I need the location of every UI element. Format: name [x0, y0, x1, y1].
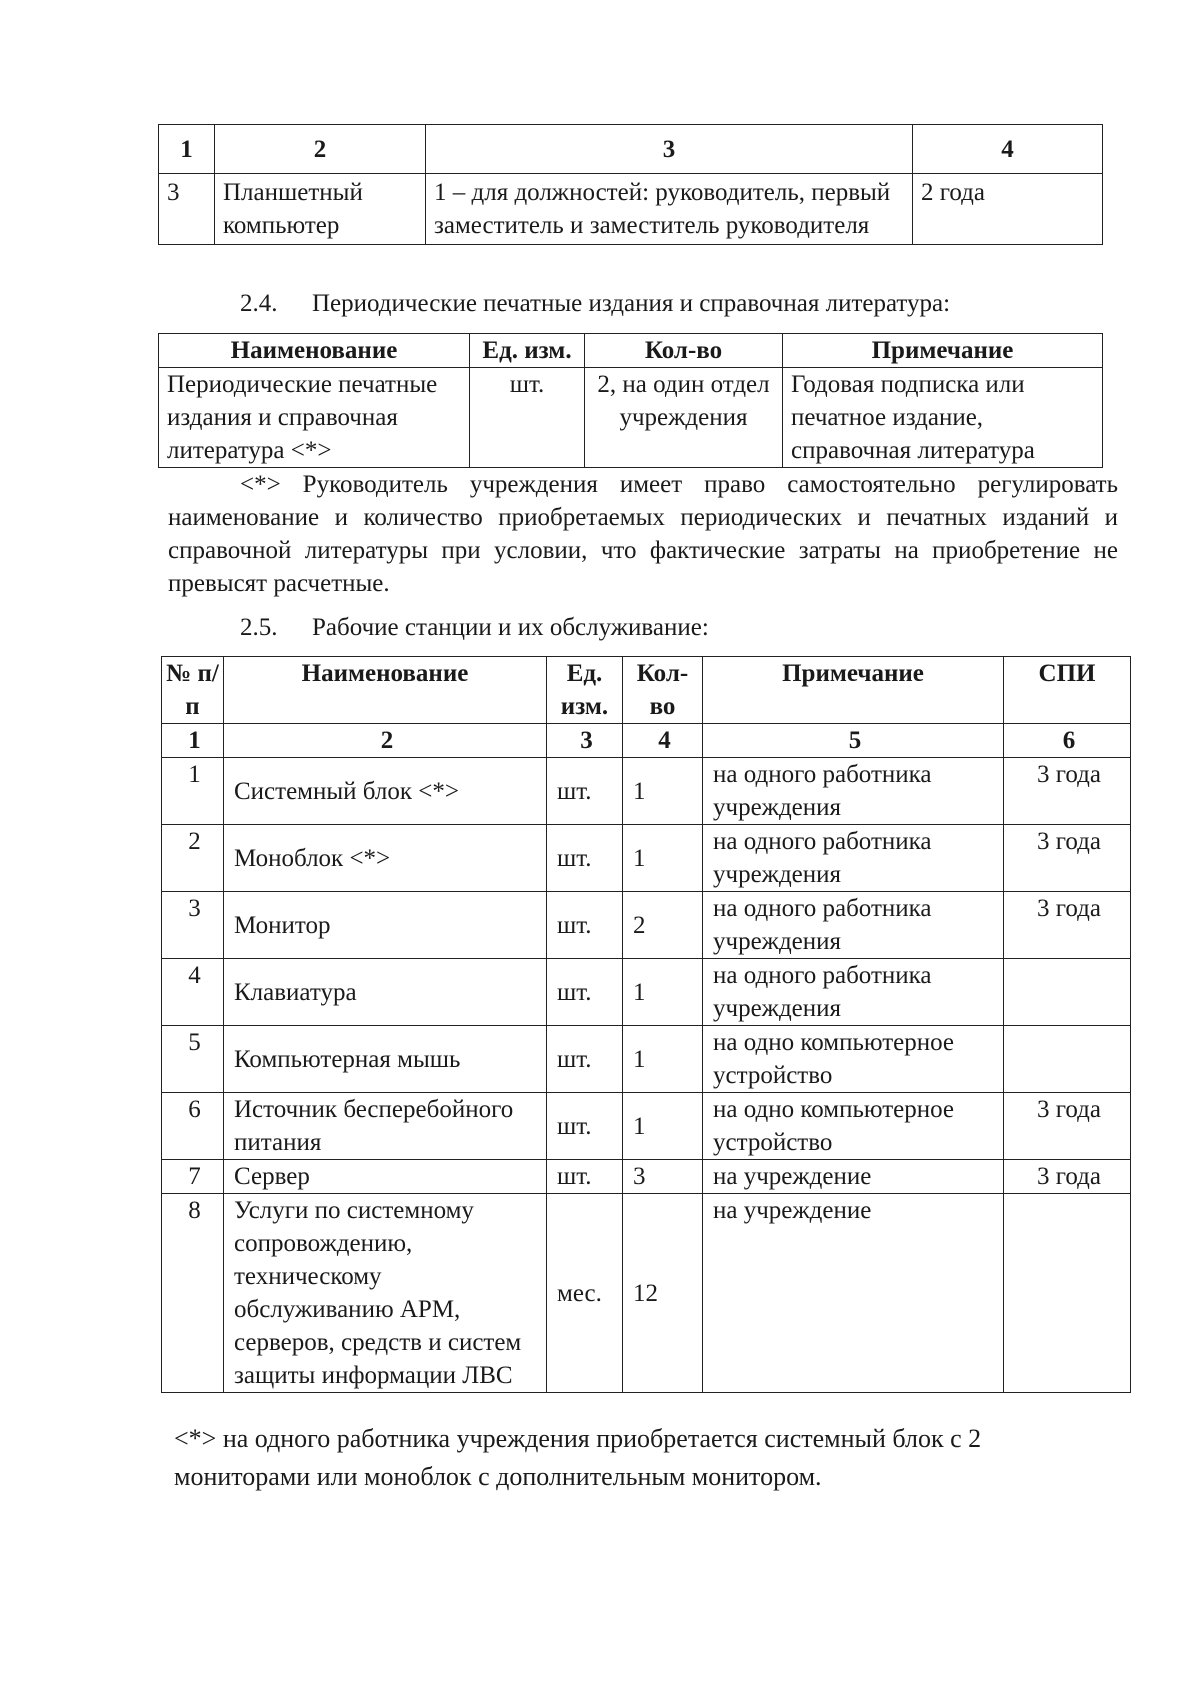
- row-number: 5: [162, 1026, 224, 1093]
- item-unit: мес.: [547, 1194, 623, 1393]
- item-quantity: 1: [623, 825, 703, 892]
- workstations-table: [161, 656, 1131, 1393]
- item-note: на одного работника учреждения: [703, 959, 1004, 1026]
- column-header: 3: [426, 125, 913, 174]
- item-note: на одного работника учреждения: [703, 825, 1004, 892]
- row-number: 6: [162, 1093, 224, 1160]
- row-number: 3: [162, 892, 224, 959]
- column-number: 3: [547, 724, 623, 758]
- section-heading-2-5: [240, 612, 709, 644]
- row-number: 7: [162, 1160, 224, 1194]
- row-number: 8: [162, 1194, 224, 1393]
- item-note: на одно компьютерное устройство: [703, 1093, 1004, 1160]
- item-unit: шт.: [547, 758, 623, 825]
- column-header: Ед. изм.: [470, 334, 585, 368]
- item-note: на одного работника учреждения: [703, 758, 1004, 825]
- table-row: [159, 174, 1103, 245]
- table-header-row: [159, 334, 1103, 368]
- section-number: 2.4.: [240, 290, 278, 317]
- item-quantity: 1 – для должностей: руководитель, первый заместитель и заместитель руководителя: [426, 174, 913, 245]
- item-name: Услуги по системному сопровождению, техническому обслуживанию АРМ, серверов, средств и систем защиты информации ЛВС: [224, 1194, 547, 1393]
- table-row: [162, 1194, 1131, 1393]
- item-note: на одно компьютерное устройство: [703, 1026, 1004, 1093]
- section-number: 2.5.: [240, 614, 278, 641]
- item-spi: [1004, 1026, 1131, 1093]
- column-number-row: [162, 724, 1131, 758]
- item-spi: 3 года: [1004, 892, 1131, 959]
- item-term: 2 года: [913, 174, 1103, 245]
- column-header: 1: [159, 125, 215, 174]
- column-number: 1: [162, 724, 224, 758]
- column-number: 2: [224, 724, 547, 758]
- item-name: Моноблок <*>: [224, 825, 547, 892]
- row-number: 1: [162, 758, 224, 825]
- item-unit: шт.: [547, 1026, 623, 1093]
- item-note: Годовая подписка или печатное издание, справочная литература: [783, 368, 1103, 468]
- item-quantity: 2, на один отдел учреждения: [585, 368, 783, 468]
- column-header: Примечание: [783, 334, 1103, 368]
- column-header: Ед. изм.: [547, 657, 623, 724]
- item-quantity: 12: [623, 1194, 703, 1393]
- item-spi: 3 года: [1004, 1093, 1131, 1160]
- column-header: 2: [215, 125, 426, 174]
- tablet-table: [158, 124, 1103, 245]
- column-header: Кол-во: [623, 657, 703, 724]
- item-unit: шт.: [547, 892, 623, 959]
- workstations-footnote: <*> на одного работника учреждения приобретается системный блок с 2 мониторами или моноблок с дополнительным монитором.: [174, 1424, 982, 1491]
- table-row: [162, 892, 1131, 959]
- item-quantity: 1: [623, 959, 703, 1026]
- item-spi: 3 года: [1004, 758, 1131, 825]
- item-name: Планшетный компьютер: [215, 174, 426, 245]
- table-header-row: [159, 125, 1103, 174]
- item-name: Клавиатура: [224, 959, 547, 1026]
- column-header: СПИ: [1004, 657, 1131, 724]
- item-quantity: 1: [623, 1026, 703, 1093]
- column-header: Примечание: [703, 657, 1004, 724]
- item-name: Системный блок <*>: [224, 758, 547, 825]
- table-row: [159, 368, 1103, 468]
- item-quantity: 2: [623, 892, 703, 959]
- column-number: 5: [703, 724, 1004, 758]
- item-name: Сервер: [224, 1160, 547, 1194]
- item-unit: шт.: [470, 368, 585, 468]
- item-name: Периодические печатные издания и справочная литература <*>: [159, 368, 470, 468]
- column-number: 6: [1004, 724, 1131, 758]
- section-title: Рабочие станции и их обслуживание:: [312, 614, 709, 641]
- row-number: 4: [162, 959, 224, 1026]
- periodicals-table: [158, 333, 1103, 468]
- item-unit: шт.: [547, 959, 623, 1026]
- item-unit: шт.: [547, 825, 623, 892]
- item-unit: шт.: [547, 1093, 623, 1160]
- table-row: [162, 1160, 1131, 1194]
- item-quantity: 1: [623, 1093, 703, 1160]
- table-row: [162, 825, 1131, 892]
- table-header-row: [162, 657, 1131, 724]
- row-number: 2: [162, 825, 224, 892]
- item-quantity: 1: [623, 758, 703, 825]
- item-note: на учреждение: [703, 1194, 1004, 1393]
- column-header: № п/п: [162, 657, 224, 724]
- column-header: Наименование: [159, 334, 470, 368]
- item-note: на учреждение: [703, 1160, 1004, 1194]
- item-spi: 3 года: [1004, 825, 1131, 892]
- table-row: [162, 959, 1131, 1026]
- column-header: Наименование: [224, 657, 547, 724]
- row-number: 3: [159, 174, 215, 245]
- item-name: Источник бесперебойного питания: [224, 1093, 547, 1160]
- section-heading-2-4: [240, 288, 950, 320]
- table-row: [162, 1026, 1131, 1093]
- periodicals-note: [168, 468, 1118, 600]
- section-title: Периодические печатные издания и справочная литература:: [312, 290, 951, 317]
- item-note: на одного работника учреждения: [703, 892, 1004, 959]
- item-quantity: 3: [623, 1160, 703, 1194]
- item-spi: [1004, 1194, 1131, 1393]
- item-name: Монитор: [224, 892, 547, 959]
- item-unit: шт.: [547, 1160, 623, 1194]
- column-header: Кол-во: [585, 334, 783, 368]
- column-header: 4: [913, 125, 1103, 174]
- item-name: Компьютерная мышь: [224, 1026, 547, 1093]
- table-row: [162, 1093, 1131, 1160]
- item-spi: 3 года: [1004, 1160, 1131, 1194]
- note-text: <*> Руководитель учреждения имеет право самостоятельно регулировать наименование и количество приобретаемых периодических и печатных изданий и справочной литературы при условии, что фактические затраты на приобретение не превысят расчетные.: [168, 471, 1118, 597]
- column-number: 4: [623, 724, 703, 758]
- table-row: [162, 758, 1131, 825]
- item-spi: [1004, 959, 1131, 1026]
